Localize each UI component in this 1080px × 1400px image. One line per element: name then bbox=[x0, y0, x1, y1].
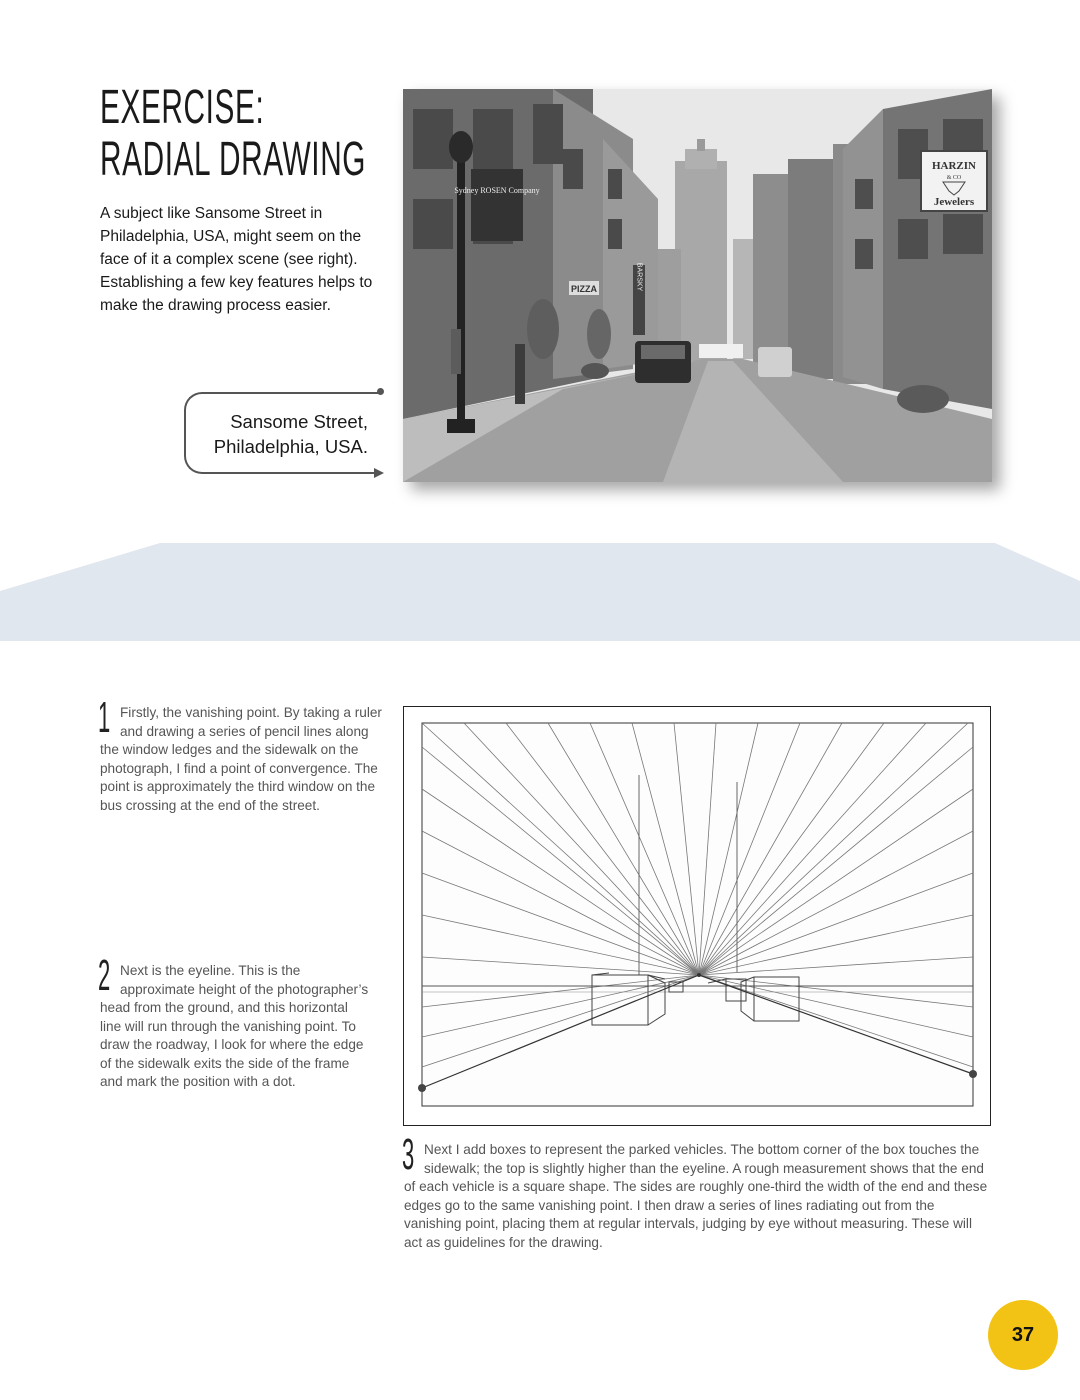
caption-line-2: Philadelphia, USA. bbox=[213, 436, 368, 457]
step-number: 3 bbox=[402, 1130, 415, 1179]
page-number-badge bbox=[988, 1300, 1058, 1370]
sidewalk-dot-left bbox=[418, 1084, 426, 1092]
perspective-drawing bbox=[404, 707, 990, 1125]
intro-paragraph: A subject like Sansome Street in Philadelphia, USA, might seem on the face of it a complex scene (see right). Establishing a few key features helps to make the drawing process easier. bbox=[100, 205, 373, 314]
sign-rosen: Sydney ROSEN Company bbox=[454, 186, 540, 195]
sign-pizza: PIZZA bbox=[571, 284, 597, 294]
sign-barsky: BARSKY bbox=[635, 262, 643, 292]
title-line-2: RADIAL DRAWING bbox=[100, 133, 367, 186]
vanishing-point bbox=[697, 973, 701, 977]
step-text: Firstly, the vanishing point. By taking a ruler and drawing a series of pencil lines along the window ledges and the sidewalk on the photograph, I find a point of convergence. The point is approximately the third window on the bus crossing at the end of the street. bbox=[100, 705, 382, 813]
step-3 bbox=[402, 1130, 990, 1252]
perspective-drawing-frame bbox=[403, 706, 991, 1126]
step-number: 2 bbox=[98, 951, 111, 1000]
title-line-1: EXERCISE: bbox=[100, 81, 265, 134]
sidewalk-dot-right bbox=[969, 1070, 977, 1078]
step-text: Next I add boxes to represent the parked vehicles. The bottom corner of the box touches the sidewalk; the top is slightly higher than the eyeline. A rough measurement shows that the end of each vehicle is a square shape. The sides are roughly one-third the width of the end and these edges go to the same vanishing point. I then draw a series of lines radiating out from the vanishing point, placing them at regular intervals, judging by eye without measuring. These will act as guidelines for the drawing. bbox=[404, 1142, 988, 1250]
page-title bbox=[100, 82, 366, 186]
caption-line-1: Sansome Street, bbox=[230, 411, 368, 432]
step-number: 1 bbox=[98, 693, 111, 742]
step-1 bbox=[98, 693, 382, 815]
street-photo bbox=[403, 89, 992, 482]
sign-harzin: HARZIN bbox=[931, 160, 977, 172]
photo-caption bbox=[194, 409, 368, 459]
sign-harzin-co: & CO bbox=[946, 175, 962, 181]
background-band bbox=[0, 543, 1080, 641]
sign-jewelers: Jewelers bbox=[933, 196, 975, 208]
page-number: 37 bbox=[1011, 1323, 1035, 1346]
caption-dot bbox=[377, 388, 384, 395]
caption-arrow-icon bbox=[374, 468, 384, 478]
step-2 bbox=[98, 951, 370, 1092]
step-text: Next is the eyeline. This is the approximate height of the photographer’s head from the ground, and this horizontal line will run through the vanishing point. To draw the roadway, I look for where the edge of the sidewalk exits the side of the frame and mark the position with a dot. bbox=[100, 963, 369, 1089]
